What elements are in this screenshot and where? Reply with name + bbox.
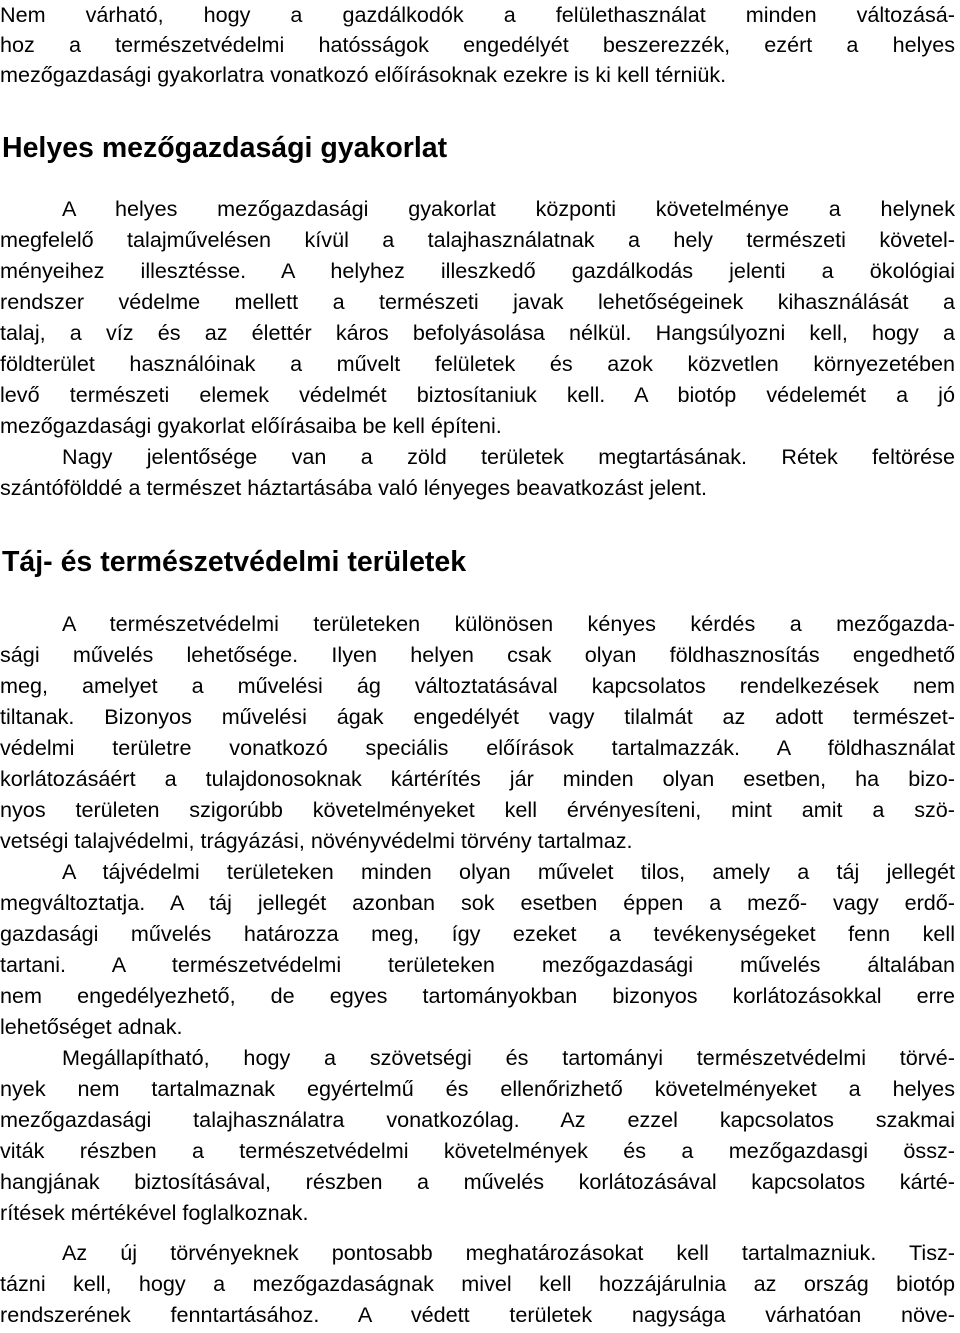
paragraph-line: Megállapítható, hogy a szövetségi és tartományi természetvédelmi törvé- (62, 1045, 955, 1070)
section-heading-taj-termeszetvedelmi: Táj- és természetvédelmi területek (2, 546, 467, 578)
paragraph-line: sági művelés lehetősége. Ilyen helyen csak olyan földhasznosítás engedhető (0, 642, 955, 667)
paragraph-line: mezőgazdasági talajhasználatra vonatkozólag. Az ezzel kapcsolatos szakmai (0, 1107, 955, 1132)
paragraph-line: tiltanak. Bizonyos művelési ágak engedélyét vagy tilalmát az adott természet- (0, 704, 955, 729)
paragraph-line: viták részben a természetvédelmi követelmények és a mezőgazdasgi össz- (0, 1138, 955, 1163)
paragraph-line: megfelelő talajművelésen kívül a talajhasználatnak a hely természeti követel- (0, 227, 955, 252)
paragraph-line: tázni kell, hogy a mezőgazdaságnak mivel kell hozzájárulnia az ország biotóp (0, 1271, 955, 1296)
intro-line: mezőgazdasági gyakorlatra vonatkozó előírásoknak ezekre is ki kell térniük. (0, 62, 727, 87)
paragraph-line: mezőgazdasági gyakorlat előírásaiba be kell építeni. (0, 413, 502, 438)
paragraph-line: vetségi talajvédelmi, trágyázási, növényvédelmi törvény tartalmaz. (0, 828, 633, 853)
paragraph-line: talaj, a víz és az élettér káros befolyásolása nélkül. Hangsúlyozni kell, hogy a (0, 320, 955, 345)
paragraph-line: Az új törvényeknek pontosabb meghatározásokat kell tartalmazniuk. Tisz- (62, 1240, 955, 1265)
paragraph-line: rendszerének fenntartásához. A védett területek nagysága várhatóan növe- (0, 1302, 955, 1327)
paragraph-line: szántófölddé a természet háztartásába való lényeges beavatkozást jelent. (0, 475, 708, 500)
paragraph-line: lehetőséget adnak. (0, 1014, 183, 1039)
paragraph-line: Nagy jelentősége van a zöld területek megtartásának. Rétek feltörése (62, 444, 955, 469)
paragraph-line: meg, amelyet a művelési ág változtatásával kapcsolatos rendelkezések nem (0, 673, 955, 698)
paragraph-line: rítések mértékével foglalkoznak. (0, 1200, 309, 1225)
paragraph-line: ményeihez illesztésse. A helyhez illeszkedő gazdálkodás jelenti a ökológiai (0, 258, 955, 283)
paragraph-line: megváltoztatja. A táj jellegét azonban sok esetben éppen a mező- vagy erdő- (0, 890, 955, 915)
paragraph-line: korlátozásáért a tulajdonosoknak kártérítés jár minden olyan esetben, ha bizo- (0, 766, 955, 791)
paragraph-line: nyek nem tartalmaznak egyértelmű és ellenőrizhető követelményeket a helyes (0, 1076, 955, 1101)
paragraph-line: nem engedélyezhető, de egyes tartományokban bizonyos korlátozásokkal erre (0, 983, 955, 1008)
intro-line: hoz a természetvédelmi hatósságok engedélyét beszerezzék, ezért a helyes (0, 32, 955, 57)
intro-line: Nem várható, hogy a gazdálkodók a felülethasználat minden változásá- (0, 2, 955, 27)
paragraph-line: rendszer védelme mellett a természeti javak lehetőségeinek kihasználását a (0, 289, 955, 314)
section-heading-helyes-gyakorlat: Helyes mezőgazdasági gyakorlat (2, 132, 448, 164)
paragraph-line: gazdasági művelés határozza meg, így ezeket a tevékenységeket fenn kell (0, 921, 955, 946)
paragraph-line: levő természeti elemek védelmét biztosítaniuk kell. A biotóp védelemét a jó (0, 382, 955, 407)
paragraph-line: A tájvédelmi területeken minden olyan művelet tilos, amely a táj jellegét (62, 859, 955, 884)
paragraph-line: védelmi területre vonatkozó speciális előírások tartalmazzák. A földhasználat (0, 735, 955, 760)
paragraph-line: tartani. A természetvédelmi területeken mezőgazdasági művelés általában (0, 952, 955, 977)
paragraph-line: földterület használóinak a művelt felületek és azok közvetlen környezetében (0, 351, 955, 376)
paragraph-line: A természetvédelmi területeken különösen kényes kérdés a mezőgazda- (62, 611, 955, 636)
paragraph-line: nyos területen szigorúbb követelményeket kell érvényesíteni, mint amit a szö- (0, 797, 955, 822)
paragraph-line: hangjának biztosításával, részben a művelés korlátozásával kapcsolatos kárté- (0, 1169, 955, 1194)
paragraph-line: A helyes mezőgazdasági gyakorlat központi követelménye a helynek (62, 196, 955, 221)
